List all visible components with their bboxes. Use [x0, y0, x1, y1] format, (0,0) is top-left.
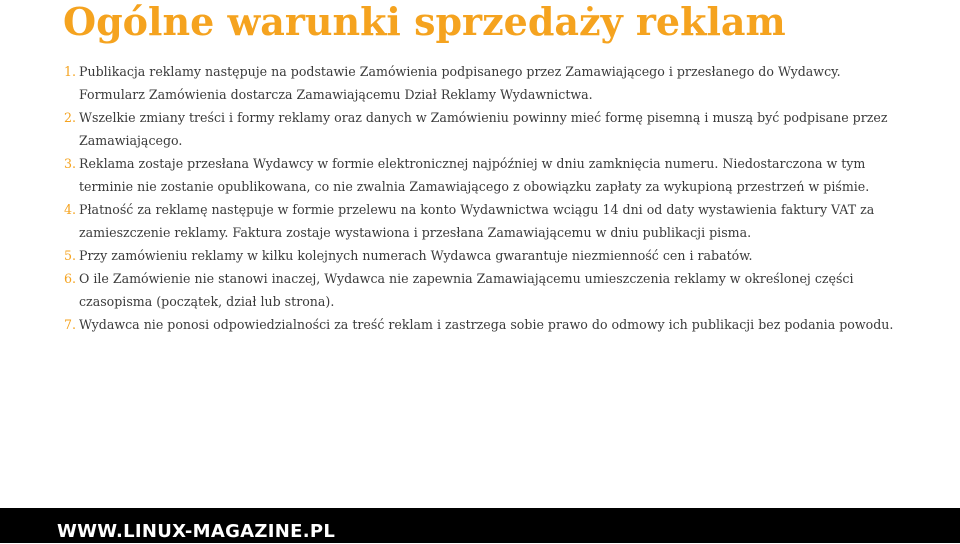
item-text: Reklama zostaje przesłana Wydawcy w formie elektronicznej najpóźniej w dniu zamknięcia numeru. Niedostarczona w tym terminie nie zostanie opublikowana, co nie zwalnia Zamawiającego z obowiązku zapłaty za wykupioną przestrzeń w piśmie.: [79, 156, 870, 194]
item-number: 5.: [64, 248, 77, 263]
terms-list: [64, 60, 904, 336]
item-number: 6.: [64, 271, 77, 286]
list-item: [64, 244, 904, 267]
item-text: Wydawca nie ponosi odpowiedzialności za treść reklam i zastrzega sobie prawo do odmowy ich publikacji bez podania powodu.: [79, 317, 894, 332]
item-number: 2.: [64, 110, 77, 125]
item-text: O ile Zamówienie nie stanowi inaczej, Wydawca nie zapewnia Zamawiającemu umieszczenia reklamy w określonej części czasopisma (początek, dział lub strona).: [79, 271, 854, 309]
item-text: Publikacja reklamy następuje na podstawie Zamówienia podpisanego przez Zamawiającego i przesłanego do Wydawcy. Formularz Zamówienia dostarcza Zamawiającemu Dział Reklamy Wydawnictwa.: [79, 64, 841, 102]
list-item: [64, 267, 904, 313]
item-text: Wszelkie zmiany treści i formy reklamy oraz danych w Zamówieniu powinny mieć formę pisemną i muszą być podpisane przez Zamawiającego.: [79, 110, 888, 148]
list-item: [64, 313, 904, 336]
page-title: Ogólne warunki sprzedaży reklam: [63, 0, 786, 44]
item-number: 3.: [64, 156, 77, 171]
list-item: [64, 106, 904, 152]
list-item: [64, 198, 904, 244]
item-number: 7.: [64, 317, 77, 332]
item-number: 1.: [64, 64, 77, 79]
footer-brand: WWW.LINUX-MAGAZINE.PL: [57, 521, 336, 542]
list-item: [64, 60, 904, 106]
item-number: 4.: [64, 202, 77, 217]
footer-bar: [0, 508, 960, 543]
list-item: [64, 152, 904, 198]
item-text: Przy zamówieniu reklamy w kilku kolejnych numerach Wydawca gwarantuje niezmienność cen i rabatów.: [79, 248, 753, 263]
item-text: Płatność za reklamę następuje w formie przelewu na konto Wydawnictwa wciągu 14 dni od daty wystawienia faktury VAT za zamieszczenie reklamy. Faktura zostaje wystawiona i przesłana Zamawiającemu w dniu publikacji pisma.: [79, 202, 875, 240]
